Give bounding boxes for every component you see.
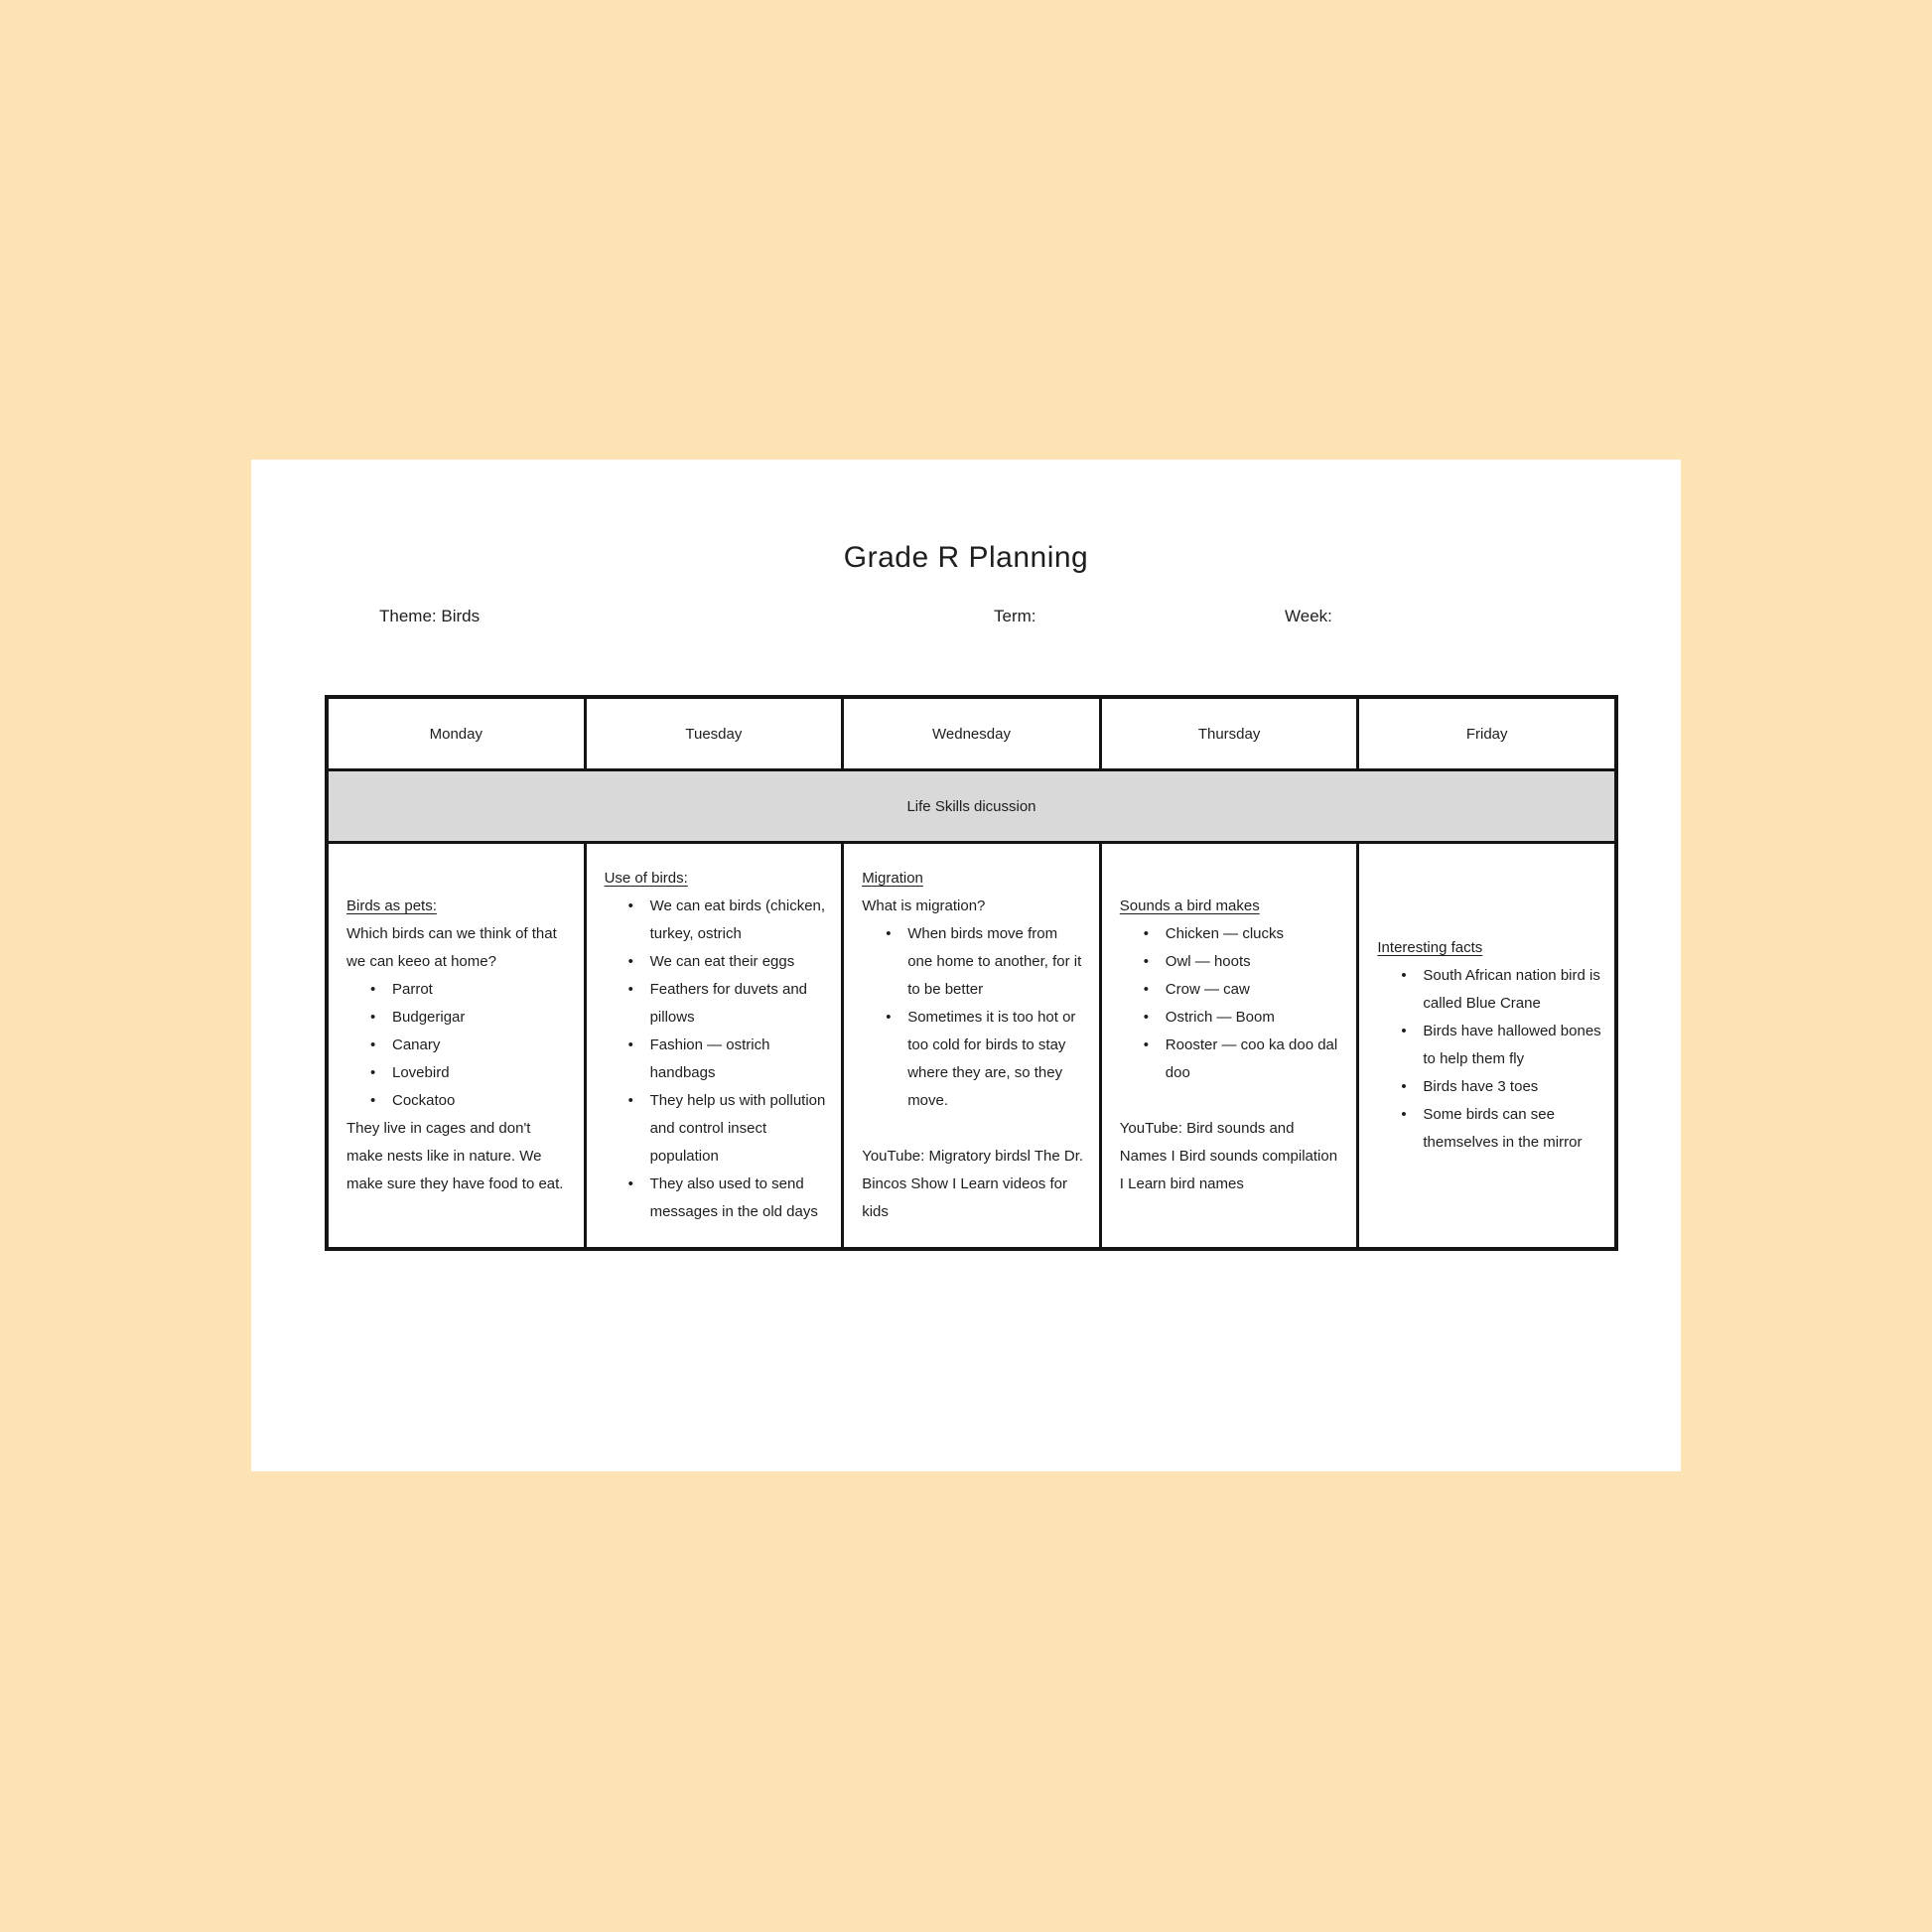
content-row [329, 844, 1614, 1247]
meta-row [251, 607, 1681, 630]
bullet-item: • South African nation bird is called Blue Crane [1401, 962, 1601, 1018]
page-title: Grade R Planning [843, 541, 1089, 574]
monday-heading: Birds as pets: [346, 897, 437, 914]
life-skills-banner-label: Life Skills dicussion [906, 797, 1036, 815]
bullet-item: • Sometimes it is too hot or too cold for birds to stay where they are, so they move. [886, 1004, 1086, 1115]
thursday-youtube-note: YouTube: Bird sounds and Names I Bird sounds compilation I Learn bird names [1119, 1120, 1338, 1192]
day-header-wednesday: Wednesday [844, 699, 1099, 768]
tuesday-cell [587, 844, 842, 1247]
tuesday-heading: Use of birds: [604, 870, 688, 887]
planning-sheet [251, 460, 1681, 1471]
bullet-item: • When birds move from one home to another, for it to be better [886, 920, 1086, 1004]
bullet-item: • We can eat birds (chicken, turkey, ostrich [628, 893, 829, 948]
bullet-item: • Cockatoo [370, 1087, 571, 1115]
wednesday-heading: Migration [862, 870, 923, 887]
friday-heading: Interesting facts [1377, 939, 1483, 956]
monday-intro: Which birds can we think of that we can keeo at home? [346, 925, 557, 970]
bullet-item: • They also used to send messages in the old days [628, 1171, 829, 1226]
day-header-tuesday: Tuesday [587, 699, 842, 768]
bullet-item: • Owl — hoots [1144, 948, 1344, 976]
life-skills-banner [329, 771, 1614, 841]
bullet-item: • Some birds can see themselves in the mirror [1401, 1101, 1601, 1157]
day-header-friday: Friday [1359, 699, 1614, 768]
day-header-row [329, 699, 1614, 768]
monday-bullet-list [346, 976, 571, 1115]
bullet-item: • Parrot [370, 976, 571, 1004]
bullet-item: • Canary [370, 1032, 571, 1059]
friday-bullet-list [1377, 962, 1601, 1157]
tuesday-bullet-list [605, 893, 829, 1226]
monday-cell [329, 844, 584, 1247]
monday-outro: They live in cages and don't make nests like in nature. We make sure they have food to eat. [346, 1120, 564, 1192]
wednesday-intro: What is migration? [862, 897, 986, 914]
thursday-bullet-list [1120, 920, 1344, 1087]
bullet-item: • Feathers for duvets and pillows [628, 976, 829, 1032]
bullet-item: • Crow — caw [1144, 976, 1344, 1004]
bullet-item: • Budgerigar [370, 1004, 571, 1032]
bullet-item: • Lovebird [370, 1059, 571, 1087]
thursday-cell [1102, 844, 1357, 1247]
bullet-item: • Fashion — ostrich handbags [628, 1032, 829, 1087]
term-label: Term: [994, 607, 1036, 625]
thursday-heading: Sounds a bird makes [1119, 897, 1260, 914]
wednesday-cell [844, 844, 1099, 1247]
week-label: Week: [1285, 607, 1332, 625]
bullet-item: • Birds have 3 toes [1401, 1073, 1601, 1101]
bullet-item: • They help us with pollution and control insect population [628, 1087, 829, 1171]
bullet-item: • Chicken — clucks [1144, 920, 1344, 948]
wednesday-bullet-list [862, 920, 1086, 1115]
bullet-item: • Ostrich — Boom [1144, 1004, 1344, 1032]
bullet-item: • Rooster — coo ka doo dal doo [1144, 1032, 1344, 1087]
bullet-item: • Birds have hallowed bones to help them fly [1401, 1018, 1601, 1073]
bullet-item: • We can eat their eggs [628, 948, 829, 976]
day-header-thursday: Thursday [1102, 699, 1357, 768]
planning-table [325, 695, 1618, 1251]
wednesday-youtube-note: YouTube: Migratory birdsl The Dr. Bincos Show I Learn videos for kids [862, 1148, 1084, 1220]
day-header-monday: Monday [329, 699, 584, 768]
friday-cell [1359, 844, 1614, 1247]
theme-label: Theme: Birds [379, 607, 481, 625]
